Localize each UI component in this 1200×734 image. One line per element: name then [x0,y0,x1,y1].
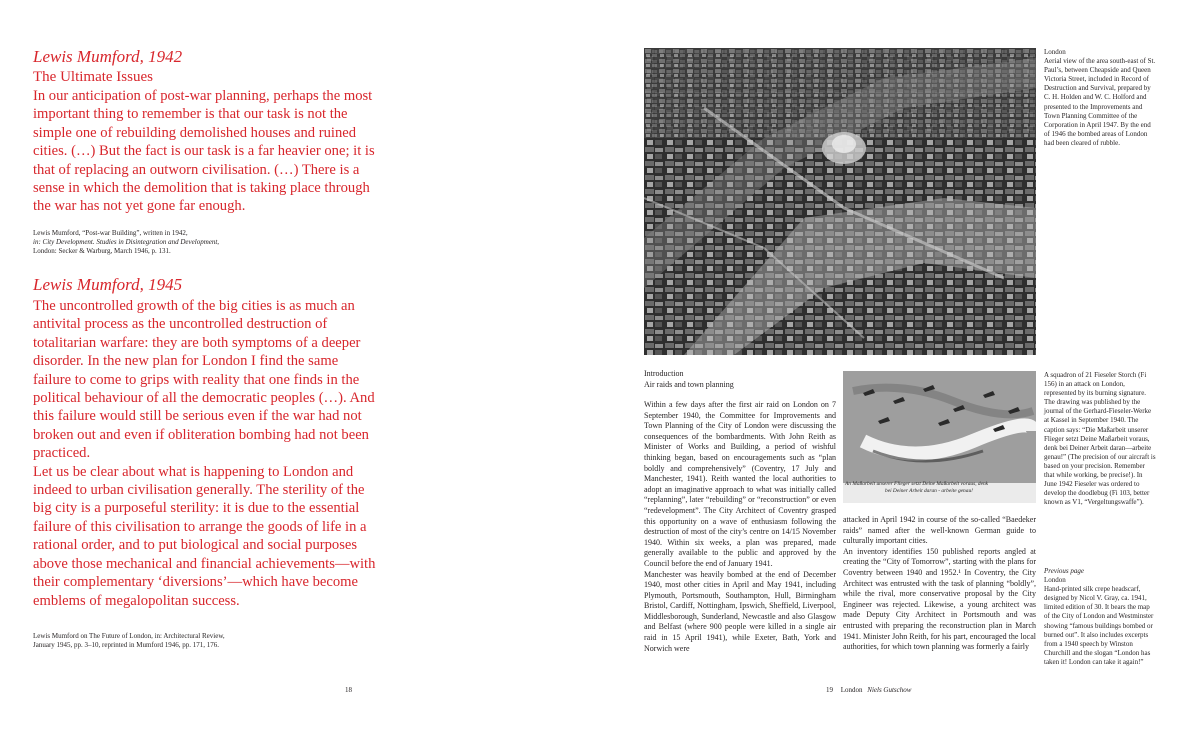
caption-title: London [1044,48,1066,56]
left-folio: 18 [345,686,352,694]
running-title: London [840,686,863,694]
illustration-lettering [845,481,1034,495]
citation-line: London: Secker & Warburg, March 1946, p. 131. [33,247,171,255]
quote-1945-body-2: Let us be clear about what is happening to London and indeed to urban civilisation generally. The sterility of the big city is a purposeful sterility: it is due to the essential failure of this civilisation to arrange the goods of life in a rational order, and to put biological and social purposes above those mechanical and financial achievements—with their complementary ‘diversions’—which have become emblems of megalopolitan success. [33,463,376,609]
quote-1942-subheading: The Ultimate Issues [33,69,153,85]
quote-1942 [33,47,378,216]
lettering-line: bei Deiner Arbeit daran - arbeite genau! [885,488,973,494]
illustration-caption: A squadron of 21 Fieseler Storch (Fi 156) in an attack on London, represented by its burning signature. The drawing was published by the journal of the Gerhard-Fieseler-Werke at Kassel in September 1940. The caption says: “Die Maßarbeit unserer Flieger setzt Deine Maßarbeit voraus, denk bei Deiner Arbeit daran—arbeite genau!” (The precision of our aircraft is based on your precision. Remember that while working, be precise!). In June 1942 Fieseler was ordered to develop the doodlebug (Fi 103, better known as V1, “Vergeltungswaffe”). [1044,371,1156,507]
quote-1945-body-1: The uncontrolled growth of the big cities is as much an antivital process as the uncontrolled destruction of totalitarian warfare: they are both symptoms of a deeper disorder. In the new plan for London I find the same failure to come to grips with reality that one finds in the political behaviour of all the democratic peoples (…). And this failure would still be serious even if the war had not broken out and even if obliteration bombing had not been practiced. [33,298,375,462]
citation-line: January 1945, pp. 3–10, reprinted in Mumford 1946, pp. 171, 176. [33,641,220,649]
fieseler-illustration [843,371,1036,503]
previous-page-text: Hand-printed silk crepe headscarf, designed by Nicol V. Gray, ca. 1941, limited edition of 30. It bears the map of the City of London and Westminster showing “famous buildings bombed or burned out”. It also includes excerpts from a 1940 speech by Winston Churchill and the slogan “London has taken it! London can take it again!” [1044,585,1154,666]
body-paragraph: An inventory identifies 150 published reports angled at creating the “City of Tomorrow”, starting with the plans for Coventry between 1940 and 1952.¹ In Coventry, the City Architect was entrusted with the task of planning “boldly”, while the rival, more conservative proposal by the City Engineer was rejected. Likewise, a young architect was made Deputy City Architect in Portsmouth and was entrusted with preparing the reconstruction plan in March 1941. Minister John Reith, for his part, encouraged the local authorities, for which town planning was formerly a fairly [843,546,1036,652]
page-number: 19 [826,686,833,694]
section-label: Introduction [644,369,684,378]
quote-1942-citation [33,229,378,256]
body-column-1 [644,400,836,654]
quote-1945-heading: Lewis Mumford, 1945 [33,275,183,294]
lettering-line: An Maßarbeit unserer Flieger setzt Deine Maßarbeit voraus, denk [845,481,989,487]
section-title: Air raids and town planning [644,380,734,389]
section-heading [644,368,834,390]
aerial-photo-image [644,48,1036,355]
body-paragraph: attacked in April 1942 in course of the so-called “Baedeker raids” named after the well-known German guide to culturally important cities. [843,515,1036,546]
aerial-photo [644,48,1036,355]
quote-1942-heading: Lewis Mumford, 1942 [33,47,183,66]
quote-1942-body: In our anticipation of post-war planning, perhaps the most important thing to remember is that our task is not the simple one of rebuilding demolished houses and ruined cities. (…) But the fact is our task is a far heavier one; it is that of replacing an outworn civilisation. (…) There is a sense in which the demolition that is taking place through the war has not yet gone far enough. [33,88,375,215]
quote-1945 [33,275,378,610]
caption-text: Aerial view of the area south-east of St. Paul’s, between Cheapside and Queen Victoria Street, included in Record of Destruction and Survival, prepared by C. H. Holden and W. C. Holford and presented to the Improvements and Town Planning Committee of the Corporation in April 1947. By the end of 1946 the bombed areas of London had been cleared of rubble. [1044,57,1156,147]
citation-line: Lewis Mumford, “Post-war Building”, written in 1942, [33,229,188,237]
previous-page-label: Previous page [1044,567,1084,575]
body-paragraph: Manchester was heavily bombed at the end of December 1940, most other cities in April and May 1941, including Plymouth, Portsmouth, Southampton, Hull, Birmingham Bristol, Cardiff, Nottingham, Ipswich, Sheffield, Liverpool, Middlesborough, Sunderland, Newcastle and also Glasgow and Belfast (where 900 people were killed in a single air raid in 15 April 1941), while Exeter, Bath, York and Norwich were [644,569,836,653]
right-folio [826,686,911,695]
body-column-2 [843,515,1036,653]
previous-page-caption [1044,567,1156,667]
running-author: Niels Gutschow [867,686,912,694]
citation-line: Lewis Mumford on The Future of London, in: Architectural Review, [33,632,225,640]
quote-1945-citation [33,632,378,650]
body-paragraph: Within a few days after the first air raid on London on 7 September 1940, the Committee for Improvements and Town Planning of the City of London were discussing the consequences of the bombardments. With John Reith as Minister of Works and Building, a period of wishful thinking began, based on encouragements such as “plan boldly and comprehensively” (Coventry, 17 July and Manchester, 1941). Reith wanted the local authorities to adopt an imaginative approach to what was initially called “replanning”, later “rebuilding” or “reconstruction” or even “redevelopment”. The City Architect of Coventry grasped this opportunity on a wave of enthusiasm following the destruction of most of the city’s centre on 14/15 November 1940. Within six weeks, a plan was prepared, made generally available to the public and approved by the Council before the end of January 1941. [644,400,836,568]
citation-line: in: City Development. Studies in Disintegration and Development, [33,238,220,246]
previous-page-title: London [1044,576,1066,585]
aerial-photo-caption [1044,48,1156,148]
